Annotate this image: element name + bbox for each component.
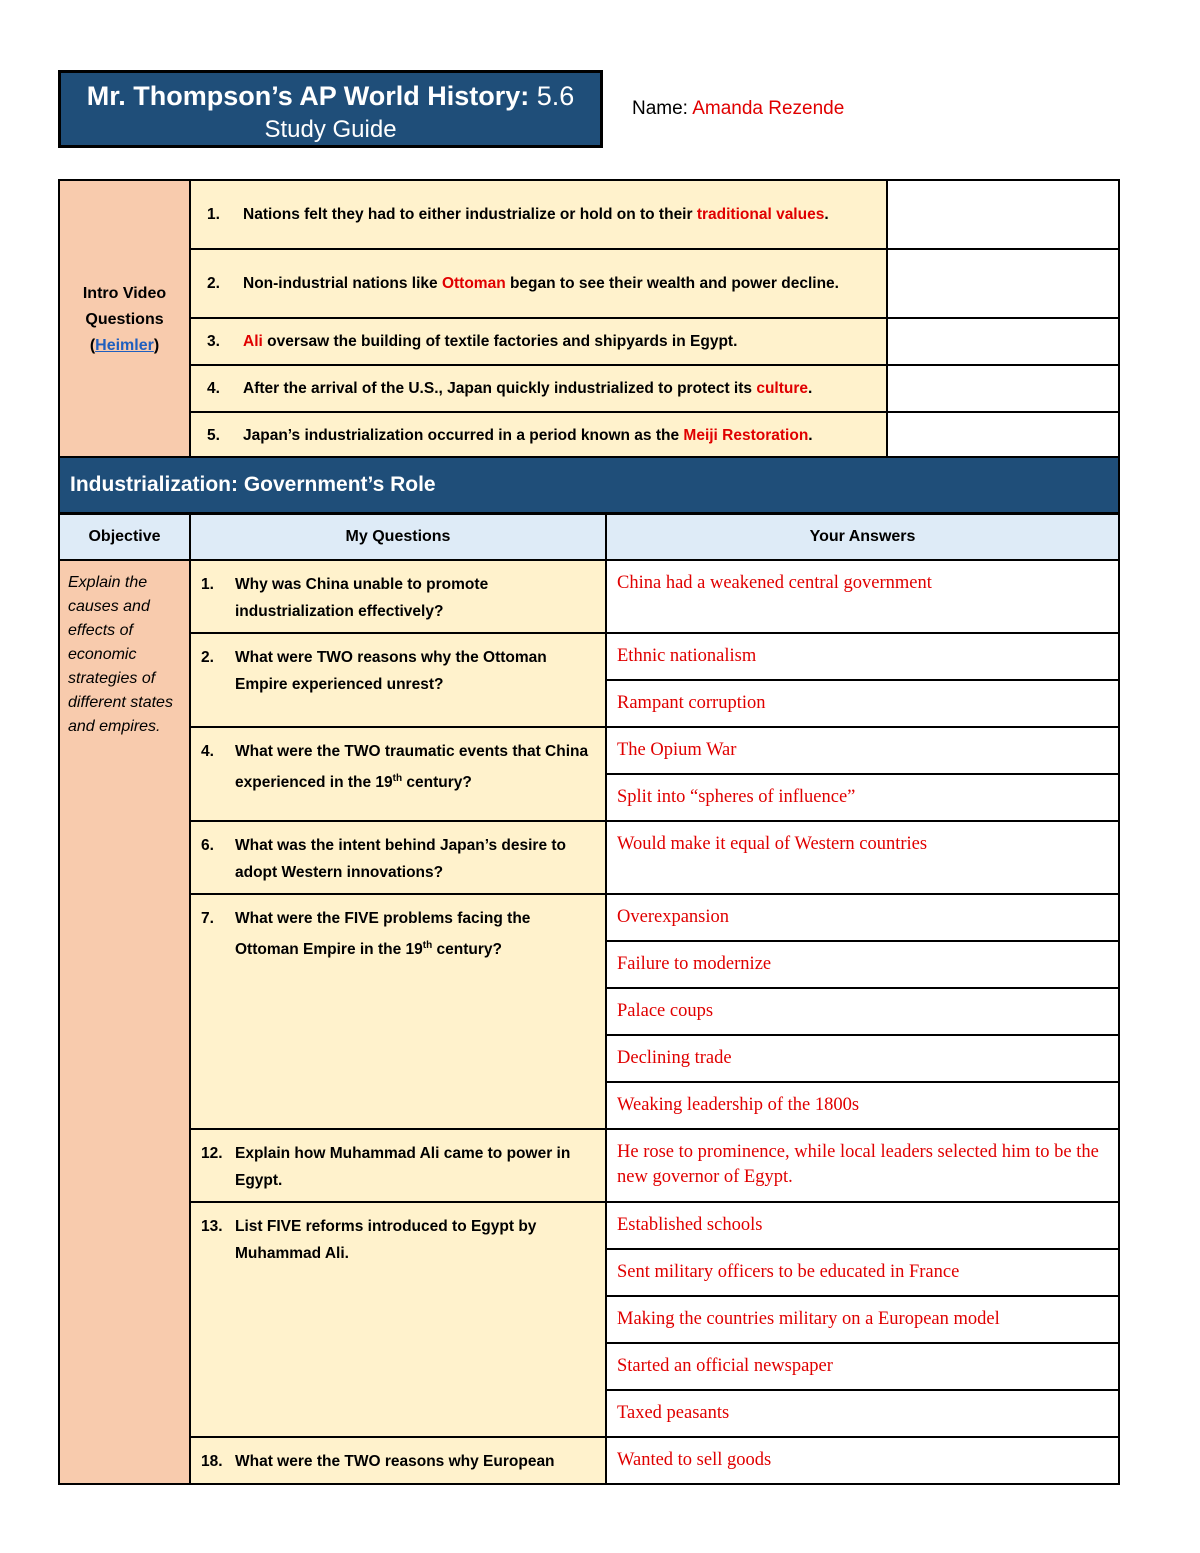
answer-cell[interactable]: Taxed peasants bbox=[606, 1390, 1119, 1437]
page-title: Mr. Thompson’s AP World History: 5.6 bbox=[86, 81, 575, 111]
intro-question: 5. Japan’s industrialization occurred in a period known as the Meiji Restoration. bbox=[190, 412, 887, 459]
name-label: Name: bbox=[632, 98, 693, 119]
title-box bbox=[58, 70, 603, 148]
answer-cell[interactable]: Ethnic nationalism bbox=[606, 633, 1119, 680]
intro-answer-cell[interactable] bbox=[887, 412, 1119, 459]
section-title: Industrialization: Government’s Role bbox=[59, 457, 1119, 514]
answer-cell[interactable]: Declining trade bbox=[606, 1035, 1119, 1082]
answer-cell[interactable]: Overexpansion bbox=[606, 894, 1119, 941]
intro-table bbox=[58, 179, 1120, 460]
intro-label: Intro Video Questions (Heimler) bbox=[59, 180, 190, 459]
main-table bbox=[58, 456, 1120, 1485]
question-cell: 12. Explain how Muhammad Ali came to power in Egypt. bbox=[190, 1129, 606, 1202]
question-cell: 7. What were the FIVE problems facing the Ottoman Empire in the 19th century? bbox=[190, 894, 606, 1129]
answer-cell[interactable]: Established schools bbox=[606, 1202, 1119, 1249]
answer-cell[interactable]: China had a weakened central government bbox=[606, 560, 1119, 633]
answer-cell[interactable]: Split into “spheres of influence” bbox=[606, 774, 1119, 821]
column-header-answers: Your Answers bbox=[606, 514, 1119, 561]
answer-cell[interactable]: Weaking leadership of the 1800s bbox=[606, 1082, 1119, 1129]
question-cell: 1. Why was China unable to promote industrialization effectively? bbox=[190, 560, 606, 633]
answer-cell[interactable]: Would make it equal of Western countries bbox=[606, 821, 1119, 894]
intro-answer-cell[interactable] bbox=[887, 249, 1119, 318]
intro-answer-cell[interactable] bbox=[887, 318, 1119, 365]
page-subtitle: Study Guide bbox=[264, 116, 397, 143]
intro-question: 2. Non-industrial nations like Ottoman began to see their wealth and power decline. bbox=[190, 249, 887, 318]
intro-question: 1. Nations felt they had to either industrialize or hold on to their traditional values. bbox=[190, 180, 887, 249]
answer-cell[interactable]: Rampant corruption bbox=[606, 680, 1119, 727]
name-value: Amanda Rezende bbox=[692, 98, 845, 119]
question-cell: 2. What were TWO reasons why the Ottoman Empire experienced unrest? bbox=[190, 633, 606, 727]
answer-cell[interactable]: Sent military officers to be educated in France bbox=[606, 1249, 1119, 1296]
heimler-link[interactable]: Heimler bbox=[95, 336, 154, 354]
objective-text: Explain the causes and effects of economic strategies of different states and empires. bbox=[59, 560, 190, 1484]
answer-cell[interactable]: The Opium War bbox=[606, 727, 1119, 774]
answer-cell[interactable]: Palace coups bbox=[606, 988, 1119, 1035]
column-header-questions: My Questions bbox=[190, 514, 606, 561]
question-cell: 6. What was the intent behind Japan’s desire to adopt Western innovations? bbox=[190, 821, 606, 894]
intro-answer-cell[interactable] bbox=[887, 365, 1119, 412]
question-cell: 13. List FIVE reforms introduced to Egypt by Muhammad Ali. bbox=[190, 1202, 606, 1437]
column-header-objective: Objective bbox=[59, 514, 190, 561]
answer-cell[interactable]: He rose to prominence, while local leaders selected him to be the new governor of Egypt. bbox=[606, 1129, 1119, 1202]
student-name bbox=[632, 98, 844, 120]
question-cell: 18. What were the TWO reasons why European bbox=[190, 1437, 606, 1484]
question-cell: 4. What were the TWO traumatic events that China experienced in the 19th century? bbox=[190, 727, 606, 821]
answer-cell[interactable]: Started an official newspaper bbox=[606, 1343, 1119, 1390]
answer-cell[interactable]: Wanted to sell goods bbox=[606, 1437, 1119, 1484]
answer-cell[interactable]: Making the countries military on a European model bbox=[606, 1296, 1119, 1343]
intro-answer-cell[interactable] bbox=[887, 180, 1119, 249]
intro-question: 3. Ali oversaw the building of textile factories and shipyards in Egypt. bbox=[190, 318, 887, 365]
intro-question: 4. After the arrival of the U.S., Japan quickly industrialized to protect its culture. bbox=[190, 365, 887, 412]
answer-cell[interactable]: Failure to modernize bbox=[606, 941, 1119, 988]
